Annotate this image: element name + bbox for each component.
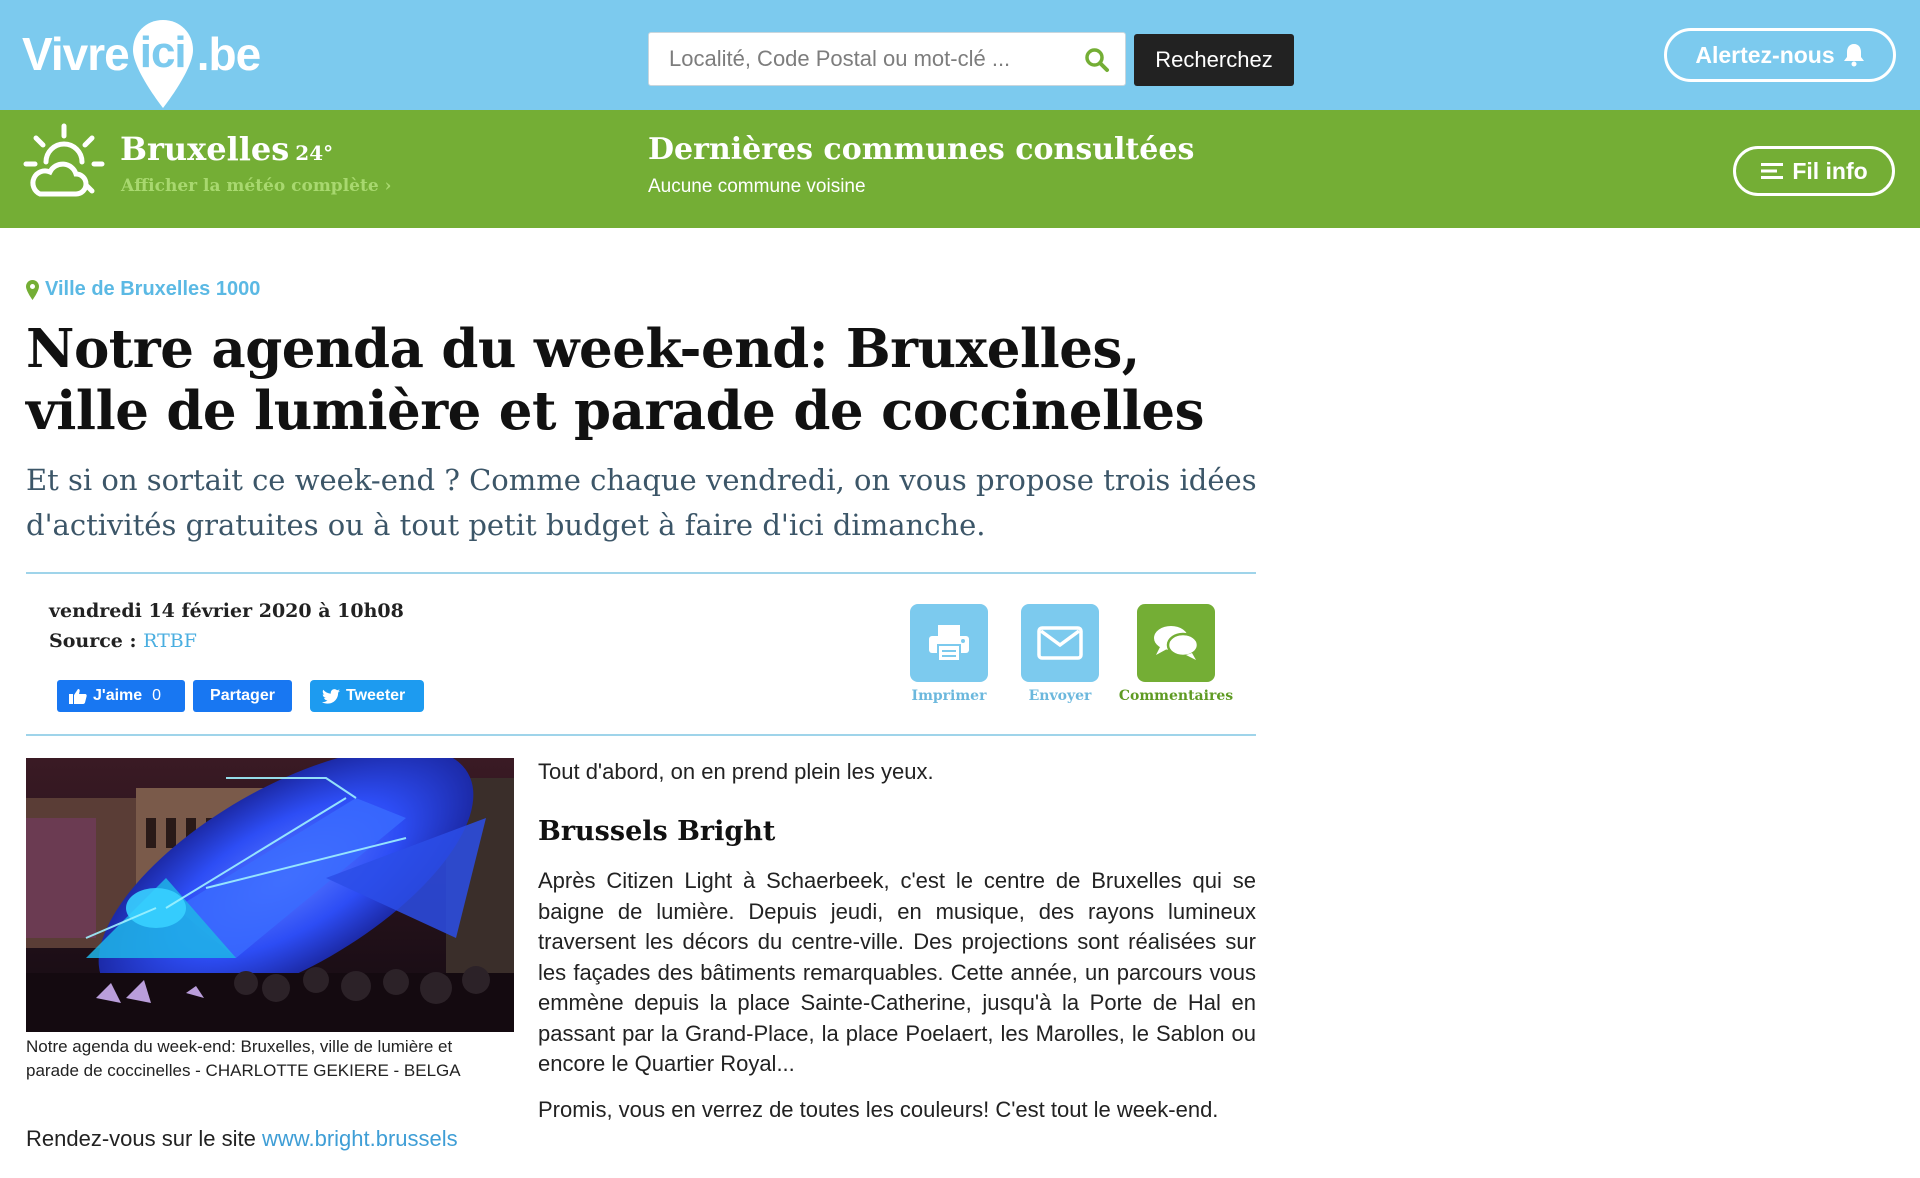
comments-icon (1152, 623, 1200, 663)
location-label: Ville de Bruxelles 1000 (45, 278, 261, 300)
divider (26, 572, 1256, 574)
email-label[interactable]: Envoyer (1028, 688, 1092, 704)
alert-label: Alertez-nous (1695, 41, 1835, 68)
printer-icon (927, 623, 971, 663)
search-input[interactable] (649, 33, 1069, 85)
envelope-icon (1037, 626, 1083, 660)
list-icon (1760, 161, 1784, 181)
city-label: Bruxelles (120, 130, 290, 168)
article-title: Notre agenda du week-end: Bruxelles, ville de lumière et parade de coccinelles (26, 318, 1204, 442)
article-photo[interactable] (26, 758, 514, 1032)
site-logo[interactable] (22, 12, 260, 96)
alert-button[interactable] (1664, 28, 1896, 82)
article-source (49, 630, 197, 652)
search-box (648, 32, 1126, 86)
photo-caption: Notre agenda du week-end: Bruxelles, ville de lumière et parade de coccinelles - CHARLOTTE GEKIERE - BELGA (26, 1037, 461, 1080)
print-button[interactable] (910, 604, 988, 682)
tweet-button[interactable] (310, 680, 424, 712)
bright-festival-photo (26, 758, 514, 1032)
divider (26, 734, 1256, 736)
comments-button[interactable] (1137, 604, 1215, 682)
logo-text-vivre: Vivre (22, 28, 129, 80)
section-closing: Promis, vous en verrez de toutes les couleurs! C'est tout le week-end. (538, 1097, 1219, 1122)
city-name[interactable] (120, 130, 333, 168)
fil-info-label: Fil info (1792, 157, 1868, 184)
source-label: Source : (49, 630, 137, 652)
facebook-share-button[interactable]: Partager (193, 680, 292, 712)
thumbs-up-icon (69, 688, 87, 704)
location-pin-icon (26, 280, 39, 300)
fil-info-button[interactable] (1733, 146, 1895, 196)
comments-label[interactable]: Commentaires (1118, 688, 1234, 704)
logo-text-be: .be (196, 28, 261, 80)
recent-communes-title: Dernières communes consultées (648, 132, 1195, 167)
tweet-label: Tweeter (346, 687, 406, 704)
rendezvous-text: Rendez-vous sur le site (26, 1126, 256, 1151)
logo-text-ici: ici (139, 28, 186, 77)
email-button[interactable] (1021, 604, 1099, 682)
article-intro: Tout d'abord, on en prend plein les yeux. (538, 759, 934, 784)
article-date: vendredi 14 février 2020 à 10h08 (49, 600, 404, 622)
bell-icon (1843, 43, 1865, 67)
top-header (0, 0, 1920, 110)
meteo-link-label: Afficher la météo complète (121, 176, 379, 196)
section-body: Après Citizen Light à Schaerbeek, c'est le centre de Bruxelles qui se baigne de lumière. Depuis jeudi, en musique, des rayons lumineux traversent les décors du centre-ville. Des projections sont réalisées sur les façades des bâtiments remarquables. Cette année, un parcours vous emmène depuis la place Sainte-Catherine, jusqu'à la Porte de Hal en passant par la Grand-Place, la place Poelaert, les Marolles, le Sablon ou encore le Quartier Royal... (538, 868, 1256, 1076)
print-label[interactable]: Imprimer (911, 688, 987, 704)
search-button[interactable]: Recherchez (1134, 34, 1294, 86)
chevron-right-icon: › (384, 176, 392, 196)
bright-brussels-link[interactable]: www.bright.brussels (262, 1126, 458, 1151)
weather-cloud-sun-icon (22, 122, 106, 206)
facebook-like-button[interactable] (57, 680, 185, 712)
source-link[interactable]: RTBF (143, 630, 197, 652)
section-heading: Brussels Bright (538, 816, 776, 847)
temperature: 24° (295, 141, 334, 165)
rendezvous-line (26, 1126, 458, 1152)
logo-pin (131, 22, 195, 86)
like-label: J'aime (93, 687, 143, 704)
weather-bar (0, 110, 1920, 228)
article-lead: Et si on sortait ce week-end ? Comme chaque vendredi, on vous propose trois idées d'activités gratuites ou à tout petit budget à faire d'ici dimanche. (26, 463, 1257, 542)
search-icon[interactable] (1083, 46, 1111, 74)
recent-communes-subtitle: Aucune commune voisine (648, 176, 866, 197)
twitter-bird-icon (322, 689, 340, 704)
like-count: 0 (152, 687, 162, 704)
article-location[interactable] (26, 278, 260, 301)
meteo-link[interactable] (121, 176, 391, 196)
